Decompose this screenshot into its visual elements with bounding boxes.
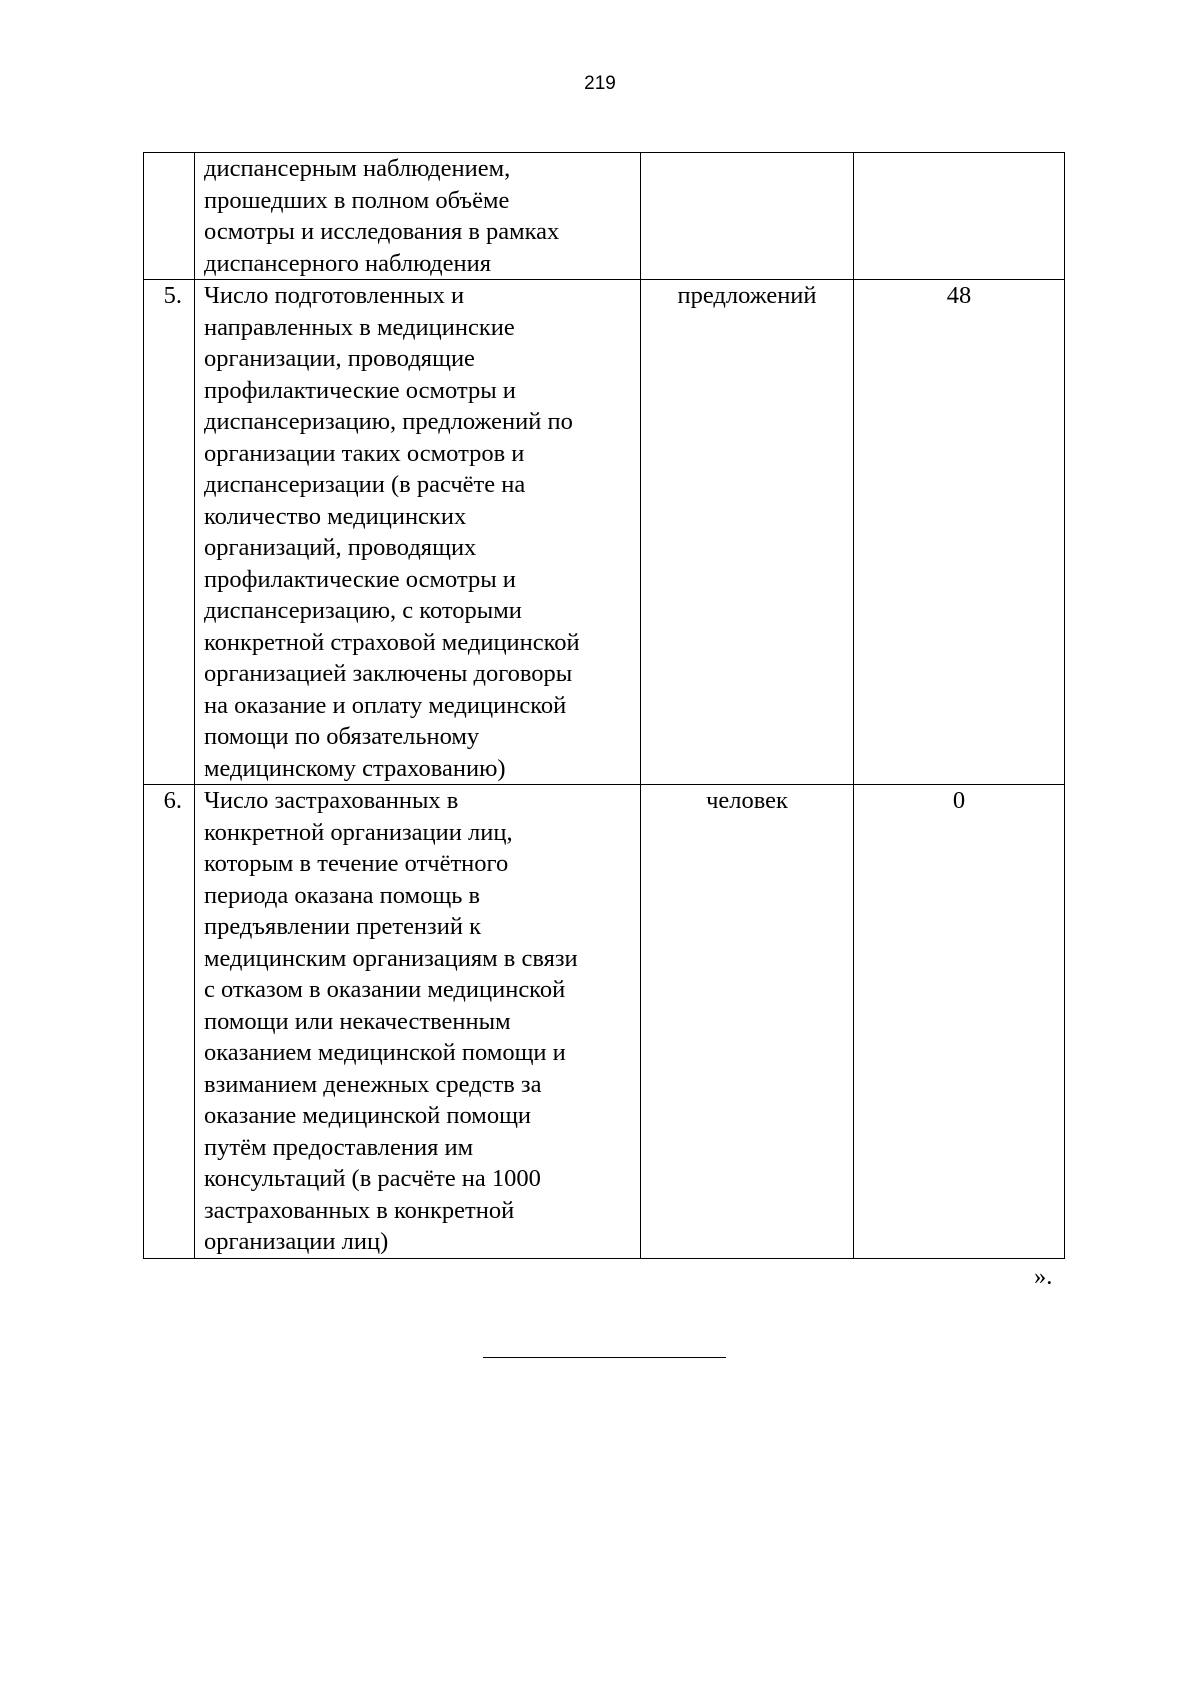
description-line: оказание медицинской помощи <box>204 1102 532 1129</box>
indicators-table <box>143 152 1065 1259</box>
row-description <box>195 785 641 1259</box>
row-value: 48 <box>854 280 1065 785</box>
table-body <box>144 153 1065 1259</box>
table-row <box>144 785 1065 1259</box>
description-line: предъявлении претензий к <box>204 913 481 940</box>
description-line: помощи по обязательному <box>204 723 480 750</box>
page-number: 219 <box>584 73 616 94</box>
description-line: организаций, проводящих <box>204 534 477 561</box>
description-line: Число подготовленных и <box>204 282 465 309</box>
description-line: диспансеризацию, предложений по <box>204 408 573 435</box>
description-line: медицинскому страхованию) <box>204 754 506 782</box>
description-line: прошедших в полном объёме <box>204 186 510 214</box>
closing-quote: ». <box>1034 1263 1053 1290</box>
row-description <box>195 153 641 280</box>
row-unit: предложений <box>641 280 854 785</box>
description-line: застрахованных в конкретной <box>204 1196 515 1224</box>
description-line: с отказом в оказании медицинской <box>204 976 566 1003</box>
description-line: количество медицинских <box>204 502 467 530</box>
row-number: 5. <box>144 280 195 785</box>
description-line: медицинским организациям в связи <box>204 944 578 972</box>
table-row <box>144 280 1065 785</box>
description-line: диспансерным наблюдением, <box>204 155 511 182</box>
description-line: Число застрахованных в <box>204 787 459 814</box>
description-line: конкретной организации лиц, <box>204 818 513 846</box>
row-value <box>854 153 1065 280</box>
description-line: путём предоставления им <box>204 1133 474 1161</box>
description-line: организации лиц) <box>204 1228 389 1255</box>
description-line: на оказание и оплату медицинской <box>204 691 567 719</box>
table-row <box>144 153 1065 280</box>
description-line: оказанием медицинской помощи и <box>204 1039 566 1066</box>
description-line: конкретной страховой медицинской <box>204 628 580 656</box>
description-line: профилактические осмотры и <box>204 565 516 593</box>
row-value: 0 <box>854 785 1065 1259</box>
description-line: диспансеризацию, с которыми <box>204 597 522 624</box>
row-number: 6. <box>144 785 195 1259</box>
description-line: направленных в медицинские <box>204 313 515 341</box>
row-unit: человек <box>641 785 854 1259</box>
description-line: организации таких осмотров и <box>204 439 525 467</box>
row-description <box>195 280 641 785</box>
description-line: взиманием денежных средств за <box>204 1070 542 1098</box>
description-line: диспансеризации (в расчёте на <box>204 471 526 498</box>
description-line: которым в течение отчётного <box>204 850 509 877</box>
description-line: профилактические осмотры и <box>204 376 516 404</box>
description-line: периода оказана помощь в <box>204 881 481 909</box>
separator-line <box>483 1357 726 1358</box>
description-line: осмотры и исследования в рамках <box>204 218 560 245</box>
description-line: организацией заключены договоры <box>204 660 573 687</box>
row-number <box>144 153 195 280</box>
description-line: организации, проводящие <box>204 345 475 372</box>
description-line: диспансерного наблюдения <box>204 249 491 277</box>
description-line: помощи или некачественным <box>204 1007 511 1035</box>
description-line: консультаций (в расчёте на 1000 <box>204 1165 541 1192</box>
row-unit <box>641 153 854 280</box>
